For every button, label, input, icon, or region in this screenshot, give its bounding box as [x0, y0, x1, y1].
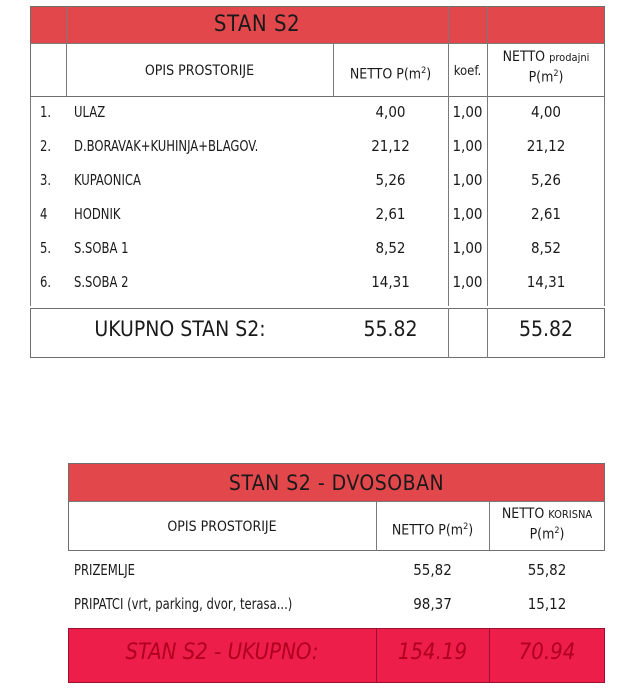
column-header-korisna: NETTO KORISNA $P(m^2)$ [501, 506, 593, 543]
room-table: STAN S2 OPIS PROSTORIJE NETTO $P(m^2)$ koef. NETTO prodajni $P(m^2)$ 1. ULAZ 4,00 1,00 4,00 2. D.BORAVAK+KUHINJA+BLAGOV. 21,12 1,00 21,12 3. KUPAONICA 5,26 1,00 5,26 4 HODNIK 2,61 1,00 2,61 5. S.SOBA 1 8,52 1,00 8,52 6. S.SOBA 2 14,31 1,00 14,31 UKUPNO STAN S2: 55.82 55.82 [30, 6, 605, 358]
grand-total-korisna: 70.94 [518, 640, 576, 665]
column-header-opis: OPIS PROSTORIJE [144, 63, 255, 79]
column-header-prodajni: NETTO prodajni $P(m^2)$ [502, 49, 590, 86]
column-header-netto: NETTO $P(m^2)$ [391, 522, 474, 539]
total-netto: 55.82 [363, 317, 418, 341]
grand-total-netto: 154.19 [397, 640, 468, 665]
total-prodajni: 55.82 [518, 317, 574, 341]
column-header-netto: NETTO $P(m^2)$ [349, 66, 432, 83]
summary-table: STAN S2 - DVOSOBAN OPIS PROSTORIJE NETTO $P(m^2)$ NETTO KORISNA $P(m^2)$ PRIZEMLJE 55,82 55,82 PRIPATCI (vrt, parking, dvor, terasa...) 98,37 15,12 STAN S2 - UKUPNO: 154.19 70.94 [68, 463, 605, 685]
total-label: UKUPNO STAN S2: [94, 317, 266, 341]
column-header-opis: OPIS PROSTORIJE [167, 519, 277, 535]
grand-total-label: STAN S2 - UKUPNO: [125, 640, 319, 665]
column-header-koef: koef. [453, 64, 482, 79]
summary-title: STAN S2 - DVOSOBAN [228, 471, 445, 495]
table-title: STAN S2 [213, 12, 301, 37]
